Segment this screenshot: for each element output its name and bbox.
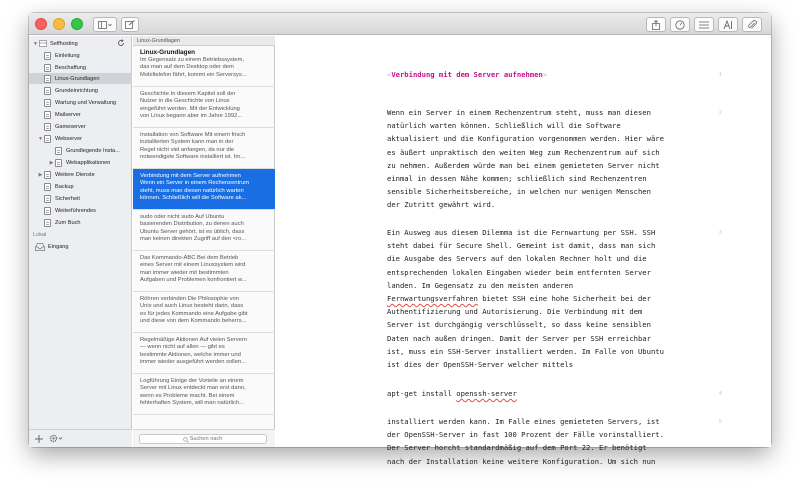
disclosure-triangle-icon[interactable]: ▶ — [38, 171, 43, 178]
sheet-card-line: Mobiltelefon fährt, kommt ein Serversys... — [140, 71, 247, 78]
sidebar-item-label: Weitere Dienste — [55, 171, 95, 178]
sheet-card[interactable] — [133, 47, 275, 87]
sheet-card-line: fehlerhaften System, will man natürlich... — [140, 399, 245, 406]
sidebar-item-label: Beschaffung — [55, 64, 86, 71]
sheet-card-line: Regelmäßige Aktionen Auf vielen Servern — [140, 337, 247, 343]
plus-icon[interactable] — [35, 435, 43, 443]
sheet-card-line: Geschichte In diesem Kapitel soll der — [140, 91, 236, 97]
sidebar-item-label: Sicherheit — [55, 195, 80, 202]
sidebar-group-selfhosting[interactable] — [29, 38, 132, 49]
sheet-card-line: immer wieder ausgeführt werden sollen... — [140, 358, 247, 365]
sheet-card-line: können. Schließlich will die Software ak... — [140, 194, 247, 201]
gauge-icon — [675, 20, 685, 30]
paragraph-2[interactable] — [387, 226, 672, 371]
paperclip-icon — [747, 20, 757, 30]
disclosure-triangle-icon[interactable]: ▶ — [49, 159, 54, 166]
sheet-icon — [44, 52, 51, 60]
sidebar-item-grundeinrichtung[interactable] — [29, 85, 132, 96]
sheet-card-line: installierten System kann man in der — [140, 139, 234, 146]
app-window — [29, 13, 771, 466]
heading-markup: » — [542, 70, 548, 79]
text-line: entsprechenden lokalen Eingaben wieder beim entfernten Server — [387, 267, 651, 277]
sheet-card-title: Linux-Grundlagen — [140, 49, 196, 56]
sheet-card[interactable] — [133, 374, 275, 415]
sheet-card-line: Unix und auch Linux besteht darin, dass — [140, 303, 244, 310]
text-line: es äußert unpraktisch den weiten Weg zum Rechenzentrum auf sich — [387, 147, 660, 157]
sheet-card-line: steht, muss man diesen natürlich warten — [140, 187, 244, 194]
text-style-button[interactable] — [718, 17, 738, 32]
zoom-window-button[interactable] — [71, 18, 83, 30]
sheet-icon — [44, 123, 51, 131]
sheet-card-line: Das Kommando-ABC Bei dem Betrieb — [140, 255, 239, 261]
sidebar-item-label: Eingang — [48, 243, 69, 250]
sidebar-item-beschaffung[interactable] — [29, 62, 132, 73]
sheet-card-line: Installation von Software Mit einem frisch — [140, 132, 246, 138]
sidebar-item-sicherheit[interactable] — [29, 193, 132, 204]
sidebar-item-label: Wartung und Verwaltung — [55, 99, 117, 106]
toolbar — [29, 13, 771, 35]
sync-icon[interactable] — [117, 39, 125, 47]
sheet-card[interactable] — [133, 251, 275, 292]
text-line: nach der Installation keine weitere Konfiguration. Um sich nun — [387, 456, 656, 466]
sheet-card[interactable] — [133, 87, 275, 128]
sidebar-item-label: Mailserver — [55, 111, 81, 118]
sheet-card-line: Ubuntu Server gehört, ist es üblich, dass — [140, 228, 245, 235]
sidebar-footer — [29, 429, 132, 447]
package-name: openssh-server — [456, 389, 517, 398]
command-text: apt-get install — [387, 389, 457, 398]
paragraph-1[interactable] — [387, 106, 672, 212]
sheet-card-line: Aufgaben und Problemen konfrontiert w... — [140, 276, 247, 283]
sheet-icon — [44, 195, 51, 203]
sheet-icon — [44, 171, 51, 179]
text-line: natürlich warten können. Schließlich will die Software — [387, 121, 621, 131]
sheet-search-bar — [133, 429, 275, 447]
sidebar-item-label: Selfhosting — [50, 40, 78, 47]
text-line: steht dabei für Secure Shell. Gemeint ist damit, dass man sich — [387, 241, 656, 251]
sheet-card-selected[interactable] — [133, 169, 275, 210]
sheet-card-line: eines Server mit einem Linuxsystem wird — [140, 262, 246, 269]
paragraph-number: 5 — [719, 419, 722, 425]
paragraph-number: 2 — [719, 110, 722, 116]
sheet-list-header: Linux-Grundlagen — [133, 36, 275, 46]
sidebar-item-label: Grundeinrichtung — [55, 87, 98, 94]
sidebar-item-label: Webapplikationen — [66, 159, 111, 166]
text-line: sensible Sicherheitsbereiche, in welchen nur wenigen Menschen — [387, 187, 651, 197]
sidebar-item-label: Webserver — [55, 135, 82, 142]
sidebar-item-label: Zum Buch — [55, 219, 81, 226]
sheet-card[interactable] — [133, 210, 275, 251]
share-icon — [652, 20, 660, 30]
sheet-card-line: man immer wieder mit bestimmten — [140, 269, 229, 276]
list-icon — [699, 21, 709, 29]
sheet-list — [133, 36, 275, 447]
sheet-card-line: es für jedes Kommando eine Aufgabe gibt — [140, 310, 248, 317]
sidebar-item-backup[interactable] — [29, 181, 132, 192]
sheet-card-line: Verbindung mit dem Server aufnehmen — [140, 173, 241, 179]
sheet-card[interactable] — [133, 128, 275, 169]
paragraph-3[interactable] — [387, 415, 672, 468]
text-line: Authentifizierung und Autorisierung. Die Verbindung mit dem — [387, 307, 643, 317]
search-input[interactable] — [139, 434, 267, 444]
text-line: ist dies der OpenSSH-Server welcher mittels — [387, 360, 574, 370]
text-line: installiert werden kann. Im Falle eines gemieteten Servers, ist — [387, 417, 660, 426]
text-line: Fernwartungsverfahren bietet SSH eine hohe Sicherheit bei der — [387, 294, 651, 304]
goals-button[interactable] — [670, 17, 690, 32]
sheet-icon — [55, 147, 62, 155]
sheet-card-line: das man auf dem Desktop oder dem — [140, 64, 234, 71]
sheet-heading[interactable] — [387, 68, 672, 81]
sheet-card-line: und diese von dem Kommando beherrs... — [140, 317, 247, 324]
sheet-icon — [44, 207, 51, 215]
sidebar-item-gameserver[interactable] — [29, 121, 132, 132]
sheet-icon — [44, 219, 51, 227]
sheet-card-line: Wenn ein Server in einem Rechenzentrum — [140, 180, 250, 187]
misspelled-word: Fernwartungsverfahren — [387, 294, 478, 304]
sidebar-item-weiterfuehrendes[interactable] — [29, 205, 132, 216]
attachment-button[interactable] — [742, 17, 762, 32]
sidebar-item-label: Gameserver — [55, 123, 86, 130]
font-icon — [723, 20, 733, 30]
text-line: der Zutritt gewährt wird. — [387, 200, 496, 210]
search-icon — [183, 437, 189, 443]
sidebar-item-mailserver[interactable] — [29, 109, 132, 120]
text-line: der OpenSSH-Server in fast 100 Prozent der Fälle vorinstalliert. — [387, 430, 664, 440]
text-line: Ein Ausweg aus diesem Dilemma ist die Fernwartung per SSH. SSH — [387, 228, 656, 237]
editor-pane[interactable] — [276, 36, 771, 466]
disclosure-triangle-icon[interactable]: ▼ — [33, 40, 38, 47]
sidebar-item-label: Einleitung — [55, 52, 80, 59]
sheet-card-line: bestimmte Aktionen, welche immer und — [140, 351, 241, 358]
sidebar-item-label: Grundlegende Insta... — [66, 147, 120, 154]
sheet-icon — [44, 111, 51, 119]
sidebar-item-linux-grundlagen[interactable] — [29, 73, 132, 84]
sheet-card-line: Logführung Einige der Vorteile an einem — [140, 378, 244, 384]
sidebar-item-zum-buch[interactable] — [29, 217, 132, 228]
sheet-icon — [44, 99, 51, 107]
sheet-card-line: Regel nicht viel anfangen, da nur die — [140, 146, 235, 153]
sheet-icon — [44, 64, 51, 72]
sheet-card-line: Server mit Linux entdeckt man erst dann, — [140, 385, 246, 392]
sidebar-item-webapplikationen[interactable] — [29, 157, 132, 168]
attachments-list-button[interactable] — [694, 17, 714, 32]
sheet-card-line: basierenden Distribution, zu denen auch — [140, 221, 244, 228]
sidebar-item-einleitung[interactable] — [29, 50, 132, 61]
sheet-card-line: Nutzer in die Geschichte von Linux — [140, 98, 230, 105]
close-window-button[interactable] — [35, 18, 47, 30]
minimize-window-button[interactable] — [53, 18, 65, 30]
sidebar-item-eingang[interactable] — [29, 241, 132, 252]
sheet-card-line: notwendigste Software installiert ist. Im... — [140, 153, 246, 160]
local-group-label: Lokal — [33, 232, 47, 238]
sidebar-item-grundlegende-installation[interactable] — [29, 145, 132, 156]
compose-icon — [125, 20, 135, 29]
sidebar-item-label: Weiterführendes — [55, 207, 96, 214]
text-line: Server ist durchgängig verschlüsselt, so dass keine sensiblen — [387, 320, 651, 330]
sheet-card-line: sudo oder nicht sudo Auf Ubuntu — [140, 214, 225, 220]
paragraph-number: 4 — [719, 391, 722, 397]
sidebar-icon — [98, 21, 112, 29]
sheet-icon — [55, 159, 62, 167]
paragraph-number: 1 — [719, 72, 722, 78]
sheet-icon — [44, 183, 51, 191]
sidebar-item-weitere-dienste[interactable] — [29, 169, 132, 180]
disclosure-triangle-icon[interactable]: ▼ — [38, 135, 43, 142]
sheet-icon — [44, 135, 51, 143]
text-line: einmal in dessen Nähe kommen; schließlich sind Rechenzentren — [387, 174, 647, 184]
library-sidebar — [29, 36, 132, 447]
sheet-card-line: wenn es Probleme macht. Bei einem — [140, 392, 235, 399]
sheet-card-line: — wenn nicht auf allen — gibt es — [140, 344, 225, 351]
text-line: zu nehmen. Außerdem würde man bei einem gemieteten Server nicht — [387, 160, 660, 170]
sheet-card-line: Röhren verbinden Die Philosophie von — [140, 296, 239, 302]
new-sheet-button[interactable] — [121, 17, 139, 32]
text-line: aktualisiert und die Konfiguration vorgenommen werden. Hier wäre — [387, 134, 664, 144]
sidebar-item-webserver[interactable] — [29, 133, 132, 144]
paragraph-number: 3 — [719, 230, 722, 236]
text-line: die Ausgabe des Servers auf den lokalen Rechner holt und die — [387, 254, 647, 264]
text-line: Wenn ein Server in einem Rechenzentrum steht, muss man diesen — [387, 108, 651, 117]
sheet-card[interactable] — [133, 333, 275, 374]
heading-markup: « — [387, 70, 392, 79]
sidebar-item-label: Backup — [55, 183, 74, 190]
sheet-card[interactable] — [133, 292, 275, 333]
sheet-card-line: man keinen direkten Zugriff auf den <ro... — [140, 235, 247, 242]
share-button[interactable] — [646, 17, 666, 32]
sheet-card-line: Im Gegensatz zu einem Betriebssystem, — [140, 57, 245, 63]
code-line[interactable] — [387, 387, 672, 400]
sheet-icon — [44, 75, 51, 83]
sidebar-item-wartung[interactable] — [29, 97, 132, 108]
inbox-icon — [35, 243, 45, 251]
text-line: landen. Im Gegensatz zu den meisten anderen — [387, 280, 574, 290]
sidebar-item-label: Linux-Grundlagen — [55, 75, 100, 82]
text-line: Der Server horcht standardmäßig auf dem Port 22. Er benötigt — [387, 443, 647, 453]
sheet-icon — [44, 87, 51, 95]
text-line: Daten nach außen dringen. Damit der Server per SSH erreichbar — [387, 333, 651, 343]
sheet-card-line: von Linux begann aber im Jahre 1992... — [140, 112, 243, 119]
stack-icon — [39, 40, 47, 47]
heading-text: Verbindung mit dem Server aufnehmen — [391, 70, 543, 79]
sheet-card-line: eingeführt werden. Mit der Entwicklung — [140, 105, 240, 112]
text-line: ist, muss ein SSH-Server installiert werden. Im Falle von Ubuntu — [387, 346, 664, 356]
gear-icon[interactable] — [49, 434, 63, 443]
sidebar-toggle-button[interactable] — [93, 17, 117, 32]
